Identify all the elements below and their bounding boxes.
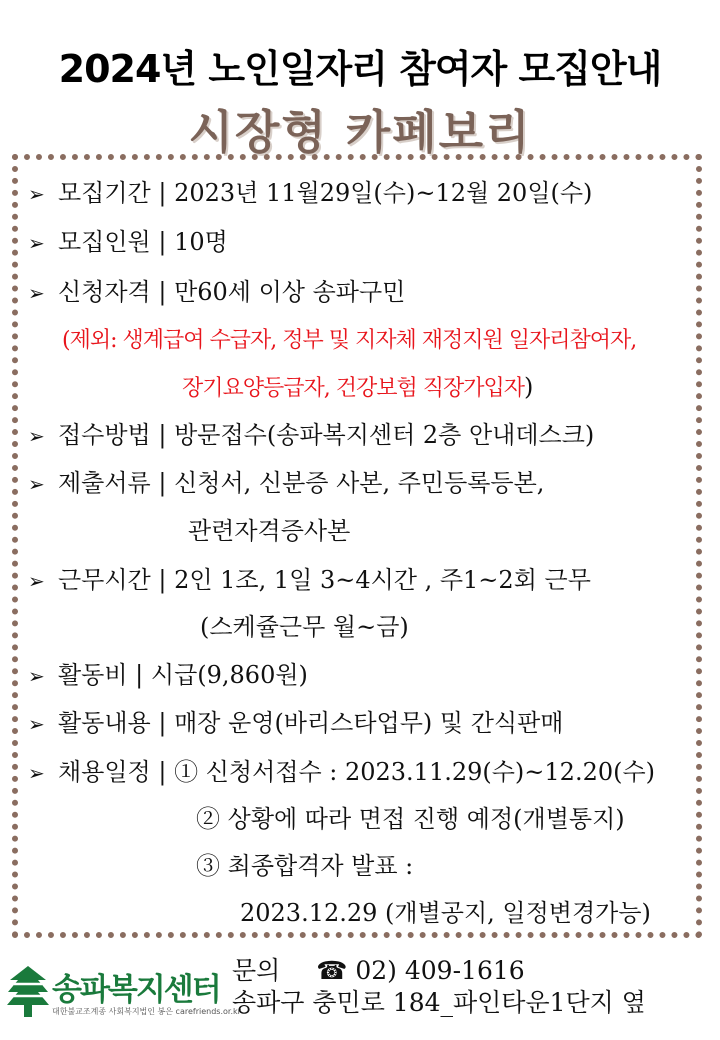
item-text: 채용일정 | ① 신청서접수 : 2023.11.29(수)~12.20(수) xyxy=(58,758,656,786)
exclusion-close: ) xyxy=(524,373,534,401)
arrow-bullet-icon: ➢ xyxy=(28,182,45,206)
arrow-bullet-icon: ➢ xyxy=(28,231,45,255)
schedule-step-3-detail: 2023.12.29 (개별공지, 일정변경가능) xyxy=(240,899,651,927)
arrow-bullet-icon: ➢ xyxy=(28,664,45,688)
center-logo xyxy=(6,960,241,1030)
item-text: 활동내용 | 매장 운영(바리스타업무) 및 간식판매 xyxy=(58,709,564,737)
phone-icon: ☎ xyxy=(316,956,348,985)
logo-tagline: 대한불교조계종 사회복지법인 봉은 carefriends.or.kr xyxy=(52,1007,241,1016)
item-text: 활동비 | 시급(9,860원) xyxy=(58,661,308,689)
phone-number: 02) 409-1616 xyxy=(355,956,525,985)
item-text: 근무시간 | 2인 1조, 1일 3~4시간 , 주1~2회 근무 xyxy=(58,566,591,594)
item-hiring-schedule xyxy=(28,757,655,788)
item-work-hours xyxy=(28,565,591,596)
item-documents xyxy=(28,468,544,499)
item-recruit-period xyxy=(28,178,592,209)
pine-tree-icon xyxy=(6,964,50,1020)
item-text: 신청자격 | 만60세 이상 송파구민 xyxy=(58,278,406,306)
item-application-method xyxy=(28,420,594,451)
schedule-step-2: ② 상황에 따라 면접 진행 예정(개별통지) xyxy=(196,805,625,833)
hours-continued: (스케쥴근무 월~금) xyxy=(200,613,409,641)
exclusion-line-1: (제외: 생계급여 수급자, 정부 및 지자체 재정지원 일자리참여자, xyxy=(62,328,637,353)
item-text: 접수방법 | 방문접수(송파복지센터 2층 안내데스크) xyxy=(58,421,595,449)
exclusion-text: 장기요양등급자, 건강보험 직장가입자 xyxy=(182,376,525,401)
arrow-bullet-icon: ➢ xyxy=(28,281,45,305)
item-activity-pay xyxy=(28,660,308,691)
item-eligibility xyxy=(28,277,405,308)
arrow-bullet-icon: ➢ xyxy=(28,569,45,593)
item-text: 제출서류 | 신청서, 신분증 사본, 주민등록등본, xyxy=(58,469,545,497)
arrow-bullet-icon: ➢ xyxy=(28,472,45,496)
item-text: 모집인원 | 10명 xyxy=(58,228,228,256)
documents-continued: 관련자격증사본 xyxy=(188,517,351,545)
arrow-bullet-icon: ➢ xyxy=(28,424,45,448)
contact-line xyxy=(232,956,525,986)
page-title: 2024년 노인일자리 참여자 모집안내 xyxy=(58,47,662,91)
item-text: 모집기간 | 2023년 11월29일(수)~12월 20일(수) xyxy=(58,179,593,207)
contact-label: 문의 xyxy=(232,956,281,985)
schedule-step-3: ③ 최종합격자 발표 : xyxy=(196,852,414,880)
item-recruit-count xyxy=(28,227,228,258)
exclusion-line-2 xyxy=(182,372,533,404)
page-subtitle: 시장형 카페보리 xyxy=(188,105,532,159)
address-line: 송파구 충민로 184_파인타운1단지 옆 xyxy=(232,988,646,1017)
arrow-bullet-icon: ➢ xyxy=(28,712,45,736)
arrow-bullet-icon: ➢ xyxy=(28,761,45,785)
logo-name: 송파복지센터 xyxy=(52,972,220,1008)
item-activity-content xyxy=(28,708,563,739)
